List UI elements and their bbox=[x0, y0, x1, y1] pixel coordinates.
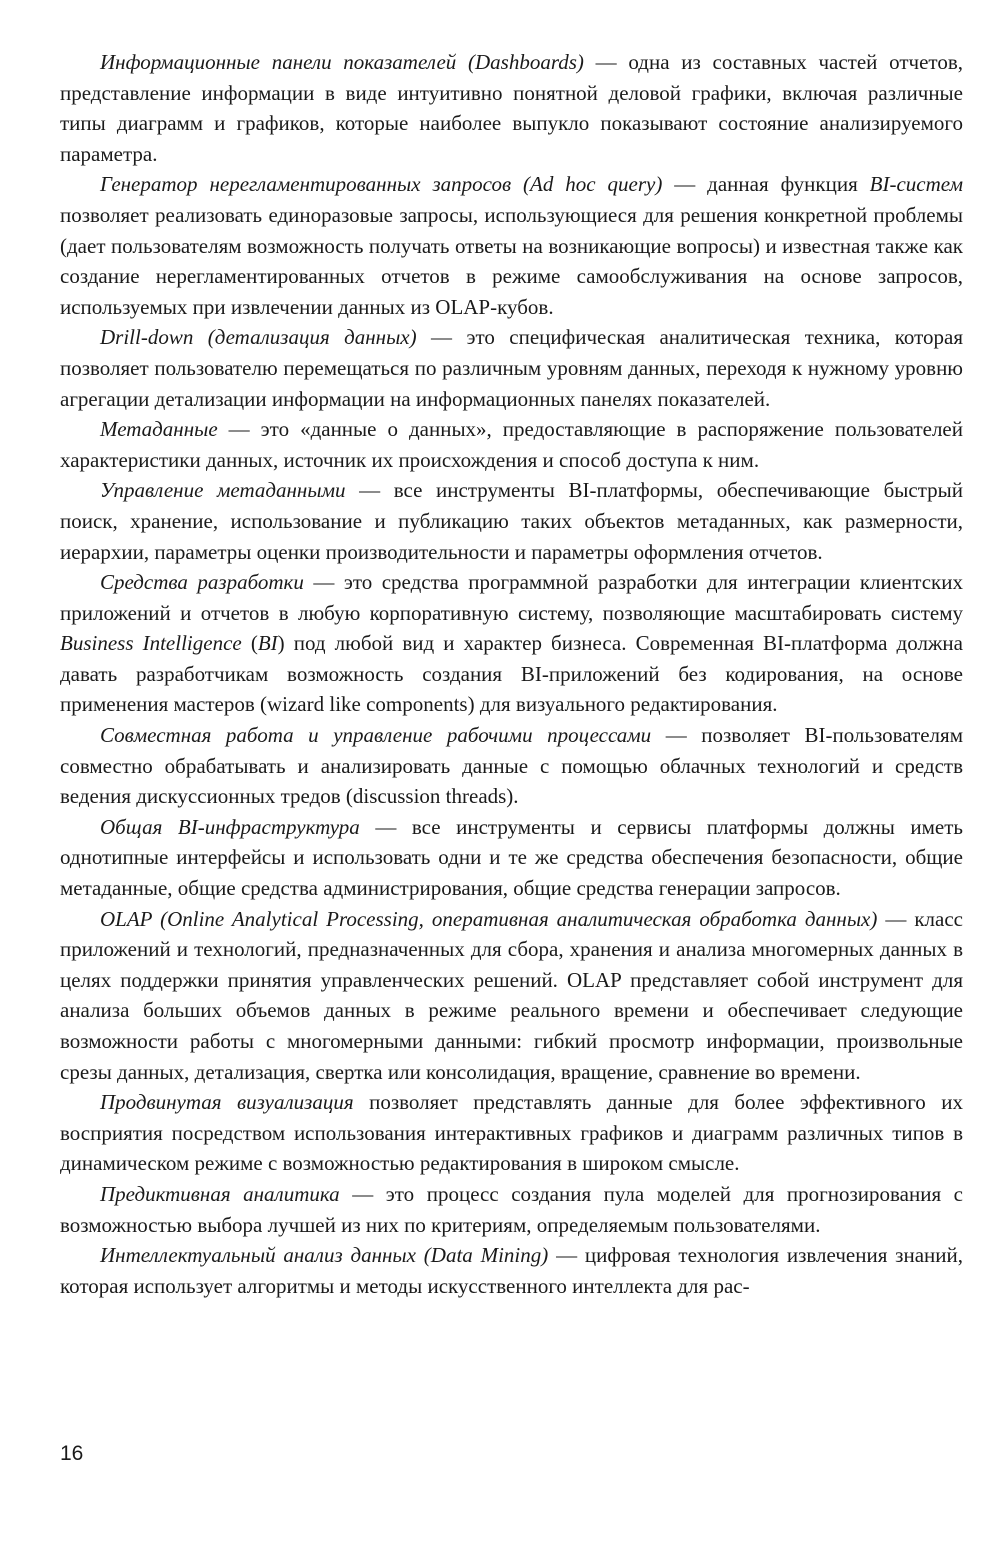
definition-text: — это процесс создания пула моделей для прогнозирования с возможностью выбора лучшей из них по критериям, определяемым пользователями. bbox=[60, 1181, 963, 1237]
term-drill-down: Drill-down (детализация данных) bbox=[100, 325, 417, 350]
definition-text: — позволяет BI-пользователям совместно обрабатывать и анализировать данные с помощью облачных технологий и средств ведения дискуссионных тредов (discussion threads). bbox=[60, 723, 963, 809]
term-advanced-visualization: Продвинутая визуализация bbox=[100, 1090, 354, 1115]
paragraph-dev-tools: Средства разработки — это средства программной разработки для интеграции клиентских приложений и отчетов в любую корпоративную систему, позволяющие масштабировать систему Business Intelligence (BI) под любой вид и характер бизнеса. Современная BI-платформа должна давать разработчикам возможность создания BI-приложений без кодирования, на основе применения мастеров (wizard like components) для визуального редактирования. bbox=[60, 570, 963, 717]
paragraph-ad-hoc-query: Генератор нерегламентированных запросов (Ad hoc query) — данная функция BI-систем позволяет реализовать единоразовые запросы, использующиеся для решения конкретной проблемы (дает пользователям возможность получать ответы на возникающие вопросы) и известная также как создание нерегламентированных отчетов в режиме самообслуживания на основе запросов, используемых при извлечении данных из OLAP-кубов. bbox=[60, 172, 963, 319]
term-metadata-management: Управление метаданными bbox=[100, 478, 346, 503]
definition-text: — это специфическая аналитическая техника, которая позволяет пользователю перемещаться по различным уровням данных, переходя к нужному уровню агрегации детализации информации на информационных панелях показателей. bbox=[60, 325, 963, 411]
definition-text: позволяет представлять данные для более эффективного их восприятия посредством использования интерактивных графиков и диаграмм различных типов в динамическом режиме с возможностью редактирования в широком смысле. bbox=[60, 1090, 963, 1176]
page-number: 16 bbox=[60, 1442, 84, 1465]
paragraph-advanced-visualization bbox=[60, 1087, 963, 1179]
paragraph-olap bbox=[60, 904, 963, 1088]
term-collaboration: Совместная работа и управление рабочими процессами bbox=[100, 723, 652, 748]
paragraph-data-mining bbox=[60, 1240, 963, 1301]
definition-text: — все инструменты и сервисы платформы должны иметь однотипные интерфейсы и использовать одни и те же средства обеспечения безопасности, общие метаданные, общие средства администрирования, общие средства генерации запросов. bbox=[60, 814, 963, 901]
term-dev-tools: Средства разработки bbox=[100, 570, 304, 595]
term-ad-hoc-query: Генератор нерегламентированных запросов (Ad hoc query) bbox=[100, 172, 663, 197]
paragraph-drill-down bbox=[60, 322, 963, 414]
term-dashboards: Информационные панели показателей ( bbox=[100, 50, 475, 74]
paragraph-collaboration bbox=[60, 720, 963, 812]
paragraph-metadata bbox=[60, 414, 963, 475]
paragraph-dashboards: Информационные панели показателей (Dashboards) — одна из составных частей отчетов, представление информации в виде интуитивно понятной деловой графики, включая различные типы диаграмм и графиков, которые наиболее выпукло показывают состояние анализируемого параметра. bbox=[60, 50, 963, 166]
term-data-mining: Интеллектуальный анализ данных (Data Mining) bbox=[100, 1243, 549, 1268]
paragraph-metadata-management bbox=[60, 475, 963, 567]
paragraph-predictive-analytics bbox=[60, 1179, 963, 1240]
definition-text: — одна из составных частей отчетов, представление информации в виде интуитивно понятной деловой графики, включая различные типы диаграмм и графиков, которые наиболее выпукло показывают состояние анализируемого параметра. bbox=[60, 50, 963, 166]
definition-text: — это «данные о данных», предоставляющие в распоряжение пользователей характеристики данных, источник их происхождения и способ доступа к ним. bbox=[60, 417, 963, 472]
term-metadata: Метаданные bbox=[100, 417, 218, 442]
term-bi-infrastructure: Общая BI-инфраструктура bbox=[100, 814, 360, 839]
definition-text: — все инструменты BI-платформы, обеспечивающие быстрый поиск, хранение, использование и публикацию таких объектов метаданных, как размерности, иерархии, параметры оценки производительности и параметры оформления отчетов. bbox=[60, 478, 963, 564]
term-olap: OLAP (Online Analytical Processing, оперативная аналитическая обработка данных) bbox=[100, 906, 878, 931]
page-body bbox=[60, 47, 963, 1301]
paragraph-bi-infrastructure bbox=[60, 812, 963, 904]
definition-text: — класс приложений и технологий, предназначенных для сбора, хранения и анализа многомерных данных в целях поддержки принятия управленческих решений. OLAP представляет собой инструмент для анализа больших объемов данных в режиме реального времени и обеспечивает следующие возможности работы с многомерными данными: гибкий просмотр информации, произвольные срезы данных, детализация, свертка или консолидация, вращение, сравнение во времени. bbox=[60, 906, 963, 1084]
definition-text: позволяет реализовать единоразовые запросы, использующиеся для решения конкретной проблемы (дает пользователям возможность получать ответы на возникающие вопросы) и известная также как создание нерегламентированных отчетов в режиме самообслуживания на основе запросов, используемых при извлечении данных из OLAP-кубов. bbox=[60, 202, 963, 319]
definition-text: — цифровая технология извлечения знаний, которая использует алгоритмы и методы искусственного интеллекта для рас- bbox=[60, 1243, 963, 1298]
term-predictive-analytics: Предиктивная аналитика bbox=[100, 1181, 340, 1206]
